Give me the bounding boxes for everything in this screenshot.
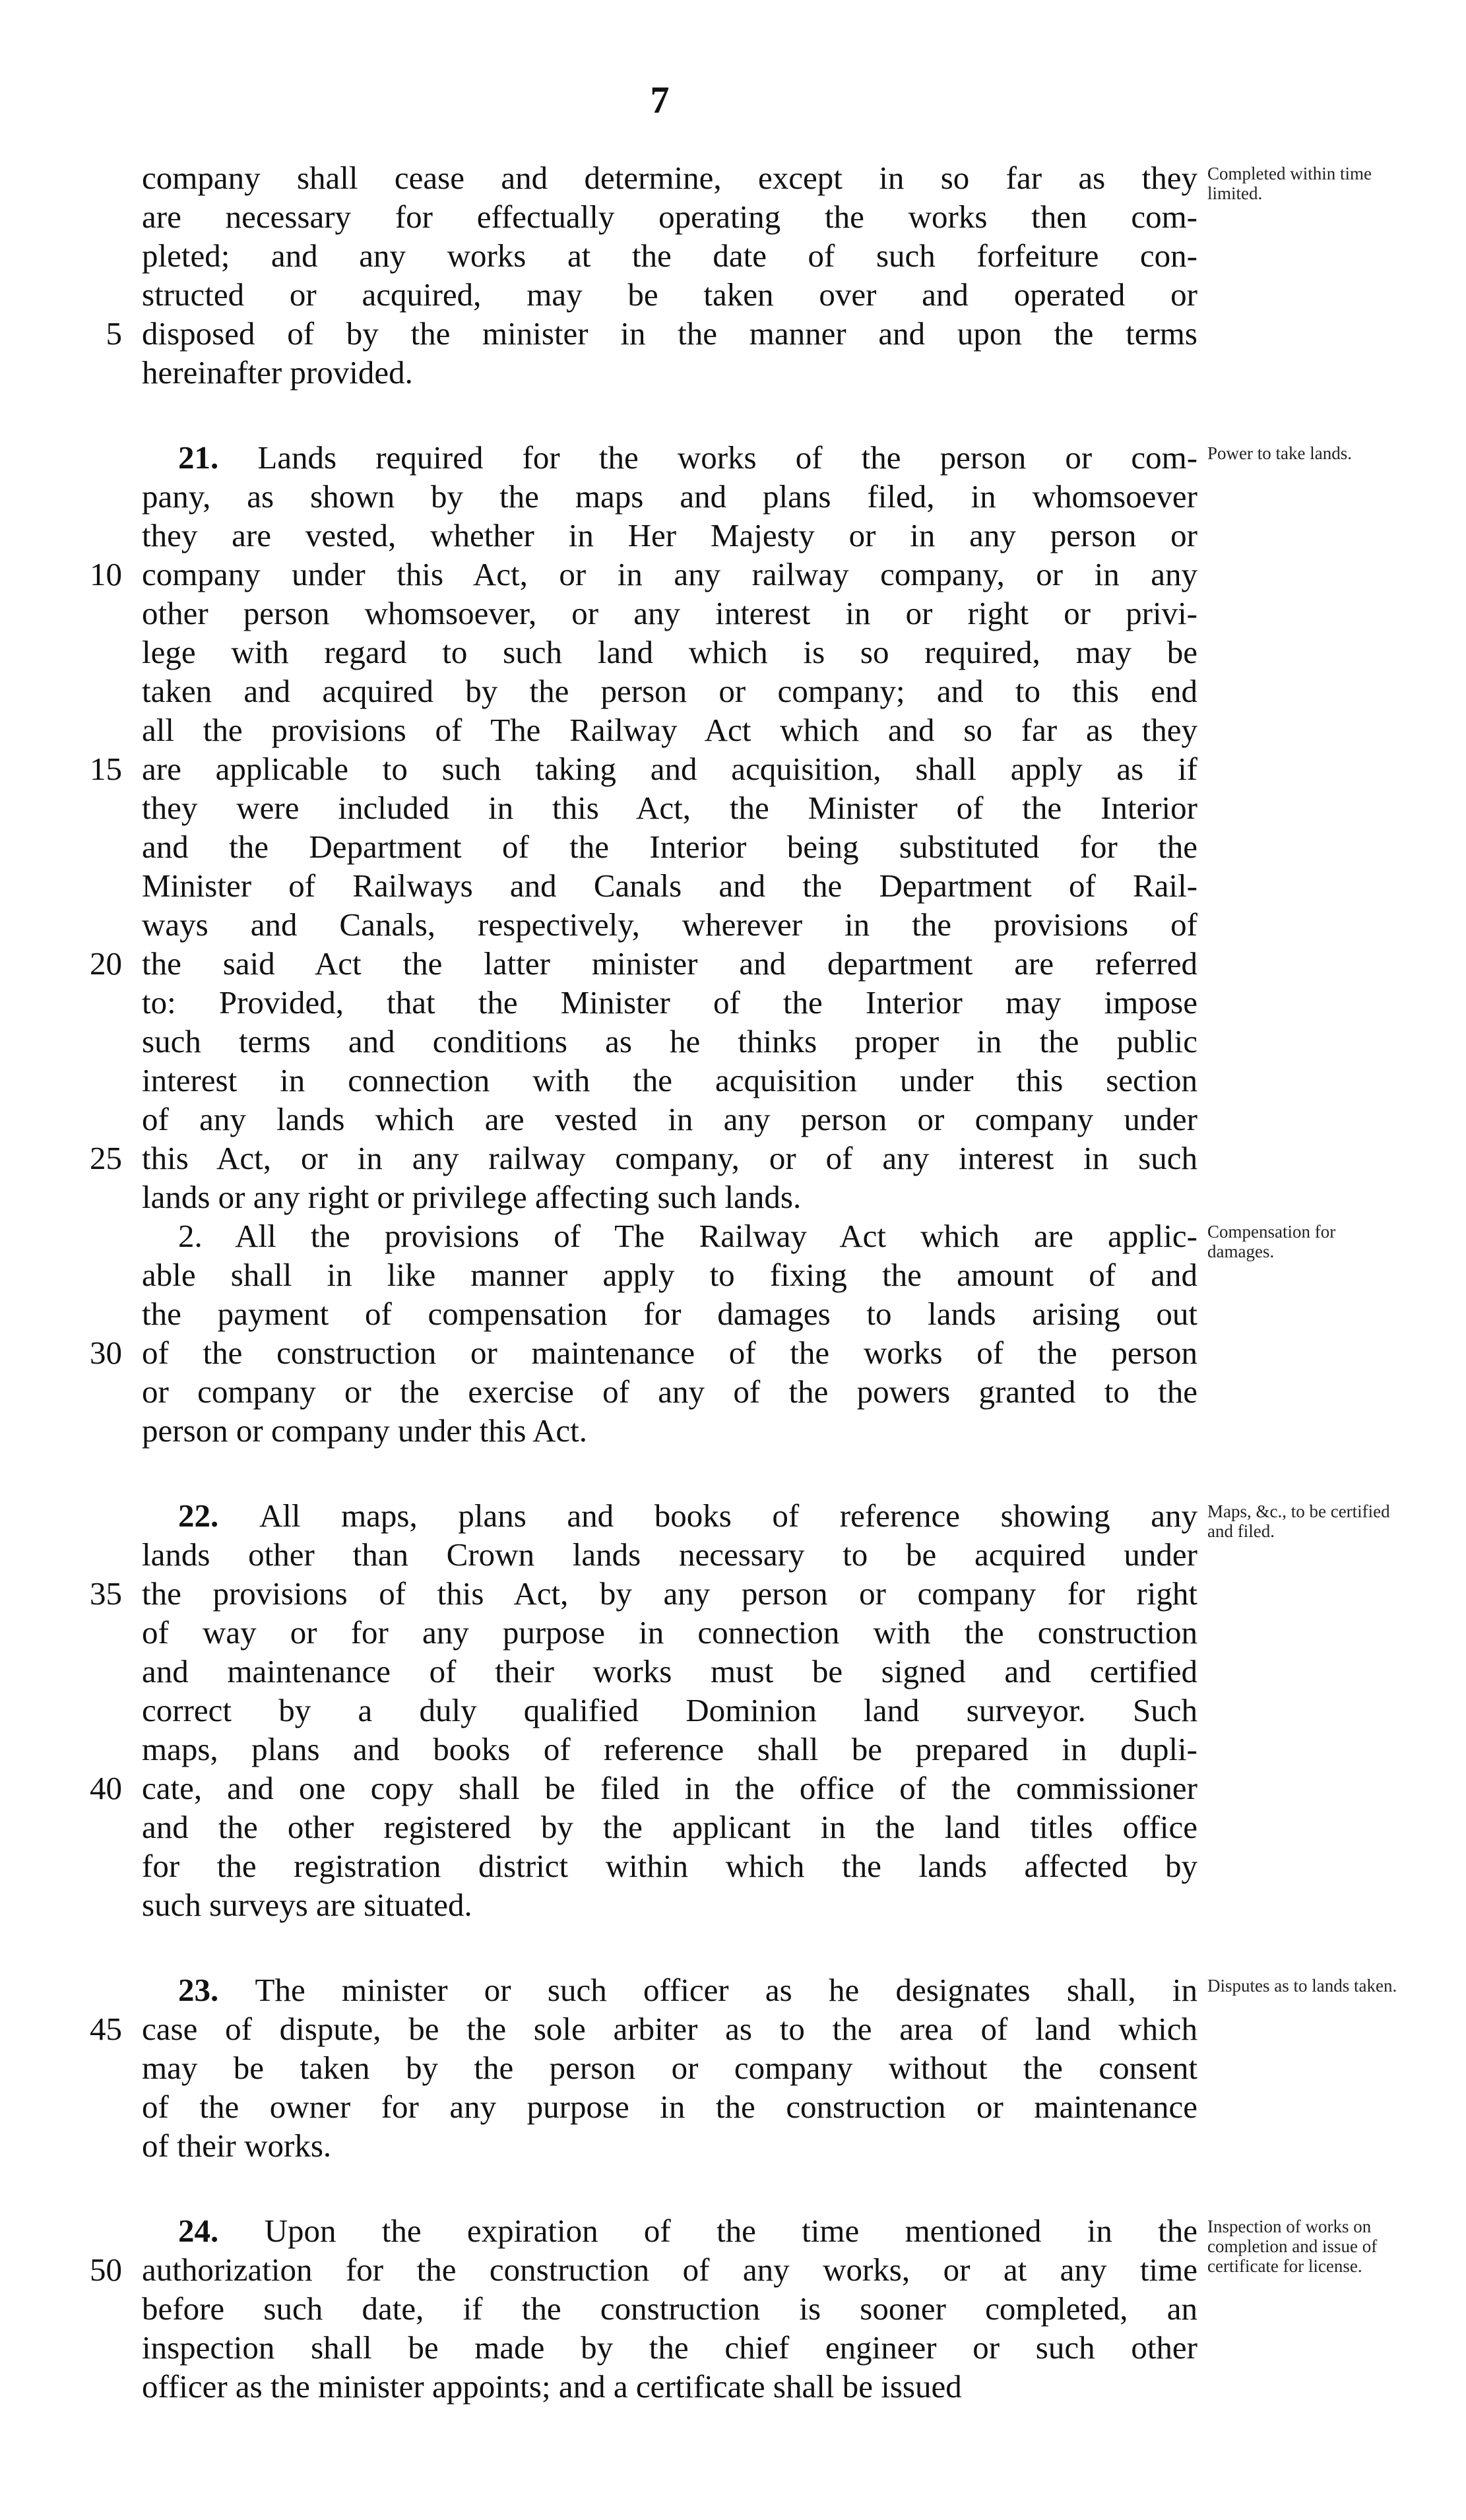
line-text: authorization for the construction of any works, or at any time — [142, 2252, 1197, 2288]
text-line — [142, 197, 1197, 236]
line-text: lands or any right or privilege affecting such lands. — [142, 1179, 802, 1215]
line-text: the provisions of this Act, by any person or company for right — [142, 1575, 1197, 1612]
line-text: lege with regard to such land which is so required, may be — [142, 634, 1197, 670]
text-line — [142, 1730, 1197, 1769]
section-number: 24. — [178, 2213, 265, 2249]
text-line — [142, 275, 1197, 314]
line-text: other person whomsoever, or any interest in or right or privi- — [142, 595, 1197, 631]
line-text: they are vested, whether in Her Majesty or in any person or — [142, 517, 1197, 553]
text-line — [142, 1691, 1197, 1730]
line-text: of the construction or maintenance of the works of the person — [142, 1335, 1197, 1371]
text-line — [90, 1139, 1197, 1178]
line-text: inspection shall be made by the chief engineer or such other — [142, 2329, 1197, 2366]
line-text: and the Department of the Interior being substituted for the — [142, 829, 1197, 865]
line-number: 50 — [90, 2252, 122, 2288]
text-line — [142, 1846, 1197, 1885]
line-text: maps, plans and books of reference shall be prepared in dupli- — [142, 1731, 1197, 1767]
text-line — [142, 983, 1197, 1022]
text-line — [142, 710, 1197, 749]
text-line — [142, 1061, 1197, 1100]
text-line — [142, 1808, 1197, 1846]
line-text: all the provisions of The Railway Act which and so far as they — [142, 712, 1197, 748]
text-line — [142, 1255, 1197, 1294]
line-text: ways and Canals, respectively, wherever in the provisions of — [142, 906, 1197, 943]
text-line — [142, 2367, 1197, 2406]
marginal-note: Inspection of works on completion and issue of certificate for license. — [1207, 2217, 1378, 2276]
line-text: this Act, or in any railway company, or of any interest in such — [142, 1140, 1197, 1176]
text-line — [142, 1970, 1197, 2009]
marginal-note: Power to take lands. — [1207, 443, 1352, 463]
line-number: 5 — [106, 315, 122, 352]
text-line — [142, 1178, 1197, 1216]
text-line — [142, 1216, 1197, 1255]
line-text: of the owner for any purpose in the construction or maintenance — [142, 2089, 1197, 2125]
line-text: of their works. — [142, 2127, 332, 2164]
line-text: to: Provided, that the Minister of the Interior may impose — [142, 984, 1197, 1021]
line-number: 45 — [90, 2011, 122, 2047]
line-text: of way or for any purpose in connection with the construction — [142, 1614, 1197, 1651]
text-line — [142, 594, 1197, 633]
text-line — [90, 1769, 1197, 1808]
text-line — [142, 438, 1197, 477]
line-text: officer as the minister appoints; and a certificate shall be issued — [142, 2368, 962, 2405]
line-text: All maps, plans and books of reference showing any — [259, 1497, 1198, 1534]
text-line — [142, 1411, 1197, 1450]
section-number: 23. — [178, 1972, 255, 2008]
text-line — [142, 353, 1197, 392]
line-text: correct by a duly qualified Dominion land surveyor. Such — [142, 1692, 1197, 1728]
text-line — [142, 2126, 1197, 2165]
line-number: 10 — [90, 556, 122, 592]
line-text: the payment of compensation for damages to lands arising out — [142, 1296, 1197, 1332]
line-text: they were included in this Act, the Minister of the Interior — [142, 790, 1197, 826]
text-line — [142, 1496, 1197, 1535]
text-line — [142, 2289, 1197, 2328]
text-line — [90, 2009, 1197, 2048]
text-line — [90, 749, 1197, 788]
line-text: and the other registered by the applicant in the land titles office — [142, 1809, 1197, 1845]
line-text: hereinafter provided. — [142, 354, 413, 391]
line-number: 15 — [90, 751, 122, 787]
text-line — [142, 516, 1197, 555]
line-text: for the registration district within which the lands affected by — [142, 1848, 1197, 1884]
text-line — [142, 866, 1197, 905]
marginal-note: Disputes as to lands taken. — [1207, 1976, 1397, 1996]
marginal-note: Maps, &c., to be certified and filed. — [1207, 1501, 1390, 1541]
section-number: 21. — [178, 439, 258, 476]
text-line — [142, 158, 1197, 197]
text-line — [142, 788, 1197, 827]
line-text: disposed of by the minister in the manner and upon the terms — [142, 315, 1197, 352]
text-line — [90, 2250, 1197, 2289]
line-text: Upon the expiration of the time mentioned in the — [264, 2213, 1197, 2249]
line-text: the said Act the latter minister and department are referred — [142, 945, 1197, 982]
line-number: 35 — [90, 1575, 122, 1612]
text-line — [142, 1372, 1197, 1411]
line-text: pleted; and any works at the date of such forfeiture con- — [142, 237, 1197, 274]
text-line — [90, 1574, 1197, 1613]
text-line — [142, 827, 1197, 866]
text-line — [142, 1294, 1197, 1333]
line-text: 2. All the provisions of The Railway Act which are applic- — [178, 1218, 1197, 1254]
text-line — [142, 2211, 1197, 2250]
line-text: case of dispute, be the sole arbiter as to the area of land which — [142, 2011, 1197, 2047]
text-line — [142, 2087, 1197, 2126]
text-line — [90, 1333, 1197, 1372]
line-number: 40 — [90, 1770, 122, 1806]
line-text: may be taken by the person or company without the consent — [142, 2050, 1197, 2086]
line-number: 30 — [90, 1335, 122, 1371]
line-text: interest in connection with the acquisition under this section — [142, 1062, 1197, 1098]
page-number: 7 — [650, 79, 670, 121]
text-line — [142, 672, 1197, 710]
text-line — [90, 944, 1197, 983]
text-line — [142, 633, 1197, 672]
text-line — [142, 1100, 1197, 1139]
text-line — [142, 1652, 1197, 1691]
text-line — [142, 2048, 1197, 2087]
text-line — [90, 555, 1197, 594]
text-line — [142, 477, 1197, 516]
section-number: 22. — [178, 1497, 259, 1534]
text-line — [142, 2328, 1197, 2367]
text-line — [142, 1535, 1197, 1574]
text-line — [142, 1022, 1197, 1061]
text-line — [142, 1885, 1197, 1924]
line-text: able shall in like manner apply to fixing the amount of and — [142, 1257, 1197, 1293]
statute-text — [90, 158, 1198, 2406]
line-text: are applicable to such taking and acquisition, shall apply as if — [142, 751, 1197, 787]
line-text: company under this Act, or in any railway company, or in any — [142, 556, 1197, 592]
line-text: lands other than Crown lands necessary to be acquired under — [142, 1536, 1197, 1573]
line-text: or company or the exercise of any of the powers granted to the — [142, 1373, 1197, 1410]
line-number: 25 — [90, 1140, 122, 1176]
line-text: person or company under this Act. — [142, 1412, 587, 1449]
paragraph-gap — [142, 392, 1197, 438]
line-text: of any lands which are vested in any person or company under — [142, 1101, 1197, 1137]
text-line — [142, 236, 1197, 275]
line-text: Minister of Railways and Canals and the Department of Rail- — [142, 867, 1197, 904]
paragraph-gap — [142, 1450, 1197, 1496]
line-text: company shall cease and determine, except in so far as they — [142, 160, 1197, 196]
line-text: are necessary for effectually operating the works then com- — [142, 199, 1197, 235]
marginal-note: Completed within time limited. — [1207, 164, 1372, 203]
line-text: Lands required for the works of the person or com- — [257, 439, 1198, 476]
text-line — [142, 1613, 1197, 1652]
line-number: 20 — [90, 945, 122, 982]
line-text: taken and acquired by the person or company; and to this end — [142, 673, 1197, 709]
line-text: structed or acquired, may be taken over and operated or — [142, 276, 1197, 313]
marginal-note: Compensation for damages. — [1207, 1222, 1336, 1261]
line-text: before such date, if the construction is sooner completed, an — [142, 2290, 1197, 2327]
line-text: pany, as shown by the maps and plans filed, in whomsoever — [142, 478, 1197, 515]
line-text: such surveys are situated. — [142, 1887, 472, 1923]
line-text: cate, and one copy shall be filed in the office of the commissioner — [142, 1770, 1197, 1806]
text-line — [142, 905, 1197, 944]
line-text: The minister or such officer as he designates shall, in — [255, 1972, 1198, 2008]
line-text: such terms and conditions as he thinks proper in the public — [142, 1023, 1197, 1059]
paragraph-gap — [142, 2165, 1197, 2211]
paragraph-gap — [142, 1924, 1197, 1970]
text-line — [106, 314, 1197, 353]
line-text: and maintenance of their works must be signed and certified — [142, 1653, 1197, 1689]
